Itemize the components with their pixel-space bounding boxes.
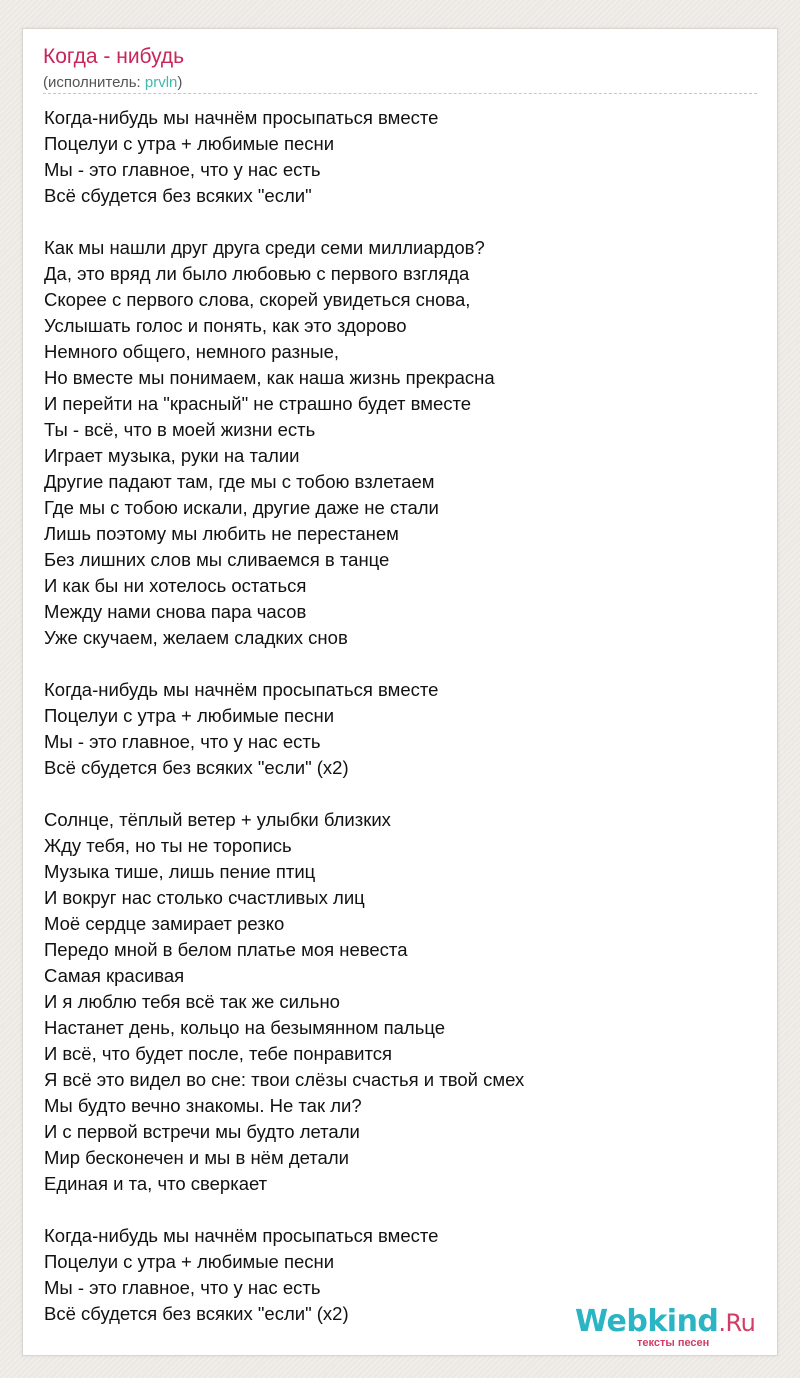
lyric-line: Моё сердце замирает резко	[44, 913, 285, 934]
lyric-line: Поцелуи с утра + любимые песни	[44, 1251, 335, 1272]
lyric-line: И всё, что будет после, тебе понравится	[44, 1043, 392, 1064]
lyric-line: Немного общего, немного разные,	[44, 341, 340, 362]
logo-name: Webkind	[575, 1304, 719, 1339]
logo-tagline: тексты песен	[637, 1337, 710, 1349]
stanza-break	[44, 1197, 764, 1223]
lyric-line: Лишь поэтому мы любить не перестанем	[44, 523, 399, 544]
lyric-line: Мы будто вечно знакомы. Не так ли?	[44, 1095, 362, 1116]
logo-wordmark	[575, 1305, 755, 1340]
webkind-logo[interactable]	[575, 1305, 771, 1351]
lyric-line: И как бы ни хотелось остаться	[44, 575, 307, 596]
lyric-line: Мы - это главное, что у нас есть	[44, 1277, 321, 1298]
lyric-line: Да, это вряд ли было любовью с первого взгляда	[44, 263, 470, 284]
lyric-line: Без лишних слов мы сливаемся в танце	[44, 549, 390, 570]
lyric-line: Поцелуи с утра + любимые песни	[44, 133, 335, 154]
lyric-line: Между нами снова пара часов	[44, 601, 307, 622]
artist-line	[43, 73, 182, 93]
lyric-line: Мир бесконечен и мы в нём детали	[44, 1147, 349, 1168]
lyrics-text	[44, 105, 764, 1327]
artist-prefix: (исполнитель:	[43, 74, 145, 91]
lyric-line: И перейти на "красный" не страшно будет вместе	[44, 393, 472, 414]
stanza-break	[44, 209, 764, 235]
lyric-line: Настанет день, кольцо на безымянном пальце	[44, 1017, 446, 1038]
lyric-line: Ты - всё, что в моей жизни есть	[44, 419, 316, 440]
lyric-line: Услышать голос и понять, как это здорово	[44, 315, 407, 336]
title-divider	[43, 93, 757, 94]
lyric-line: И с первой встречи мы будто летали	[44, 1121, 360, 1142]
stanza-break	[44, 781, 764, 807]
lyric-line: Всё сбудется без всяких "если" (x2)	[44, 1303, 349, 1324]
lyric-line: Когда-нибудь мы начнём просыпаться вместе	[44, 1225, 439, 1246]
lyric-line: Солнце, тёплый ветер + улыбки близких	[44, 809, 391, 830]
lyric-line: Где мы с тобою искали, другие даже не стали	[44, 497, 439, 518]
lyric-line: Когда-нибудь мы начнём просыпаться вместе	[44, 107, 439, 128]
lyric-line: Но вместе мы понимаем, как наша жизнь прекрасна	[44, 367, 495, 388]
song-title: Когда - нибудь	[43, 45, 185, 68]
lyric-line: Всё сбудется без всяких "если"	[44, 185, 312, 206]
lyric-line: Как мы нашли друг друга среди семи миллиардов?	[44, 237, 485, 258]
lyric-line: Другие падают там, где мы с тобою взлетаем	[44, 471, 435, 492]
lyrics-card	[22, 28, 778, 1356]
lyric-line: Играет музыка, руки на талии	[44, 445, 300, 466]
lyric-line: Мы - это главное, что у нас есть	[44, 731, 321, 752]
lyric-line: И я люблю тебя всё так же сильно	[44, 991, 340, 1012]
stanza-break	[44, 651, 764, 677]
lyric-line: Скорее с первого слова, скорей увидеться снова,	[44, 289, 471, 310]
lyric-line: Поцелуи с утра + любимые песни	[44, 705, 335, 726]
lyric-line: Всё сбудется без всяких "если" (x2)	[44, 757, 349, 778]
lyric-line: Когда-нибудь мы начнём просыпаться вместе	[44, 679, 439, 700]
lyric-line: Мы - это главное, что у нас есть	[44, 159, 321, 180]
lyric-line: Единая и та, что сверкает	[44, 1173, 268, 1194]
lyric-line: Самая красивая	[44, 965, 185, 986]
lyric-line: Передо мной в белом платье моя невеста	[44, 939, 408, 960]
artist-link[interactable]: prvln	[144, 74, 178, 91]
lyric-line: Уже скучаем, желаем сладких снов	[44, 627, 348, 648]
lyric-line: Я всё это видел во сне: твои слёзы счастья и твой смех	[44, 1069, 525, 1090]
lyric-line: И вокруг нас столько счастливых лиц	[44, 887, 365, 908]
logo-tld: .Ru	[718, 1309, 756, 1337]
artist-suffix: )	[177, 74, 183, 91]
lyric-line: Музыка тише, лишь пение птиц	[44, 861, 316, 882]
lyric-line: Жду тебя, но ты не торопись	[44, 835, 292, 856]
